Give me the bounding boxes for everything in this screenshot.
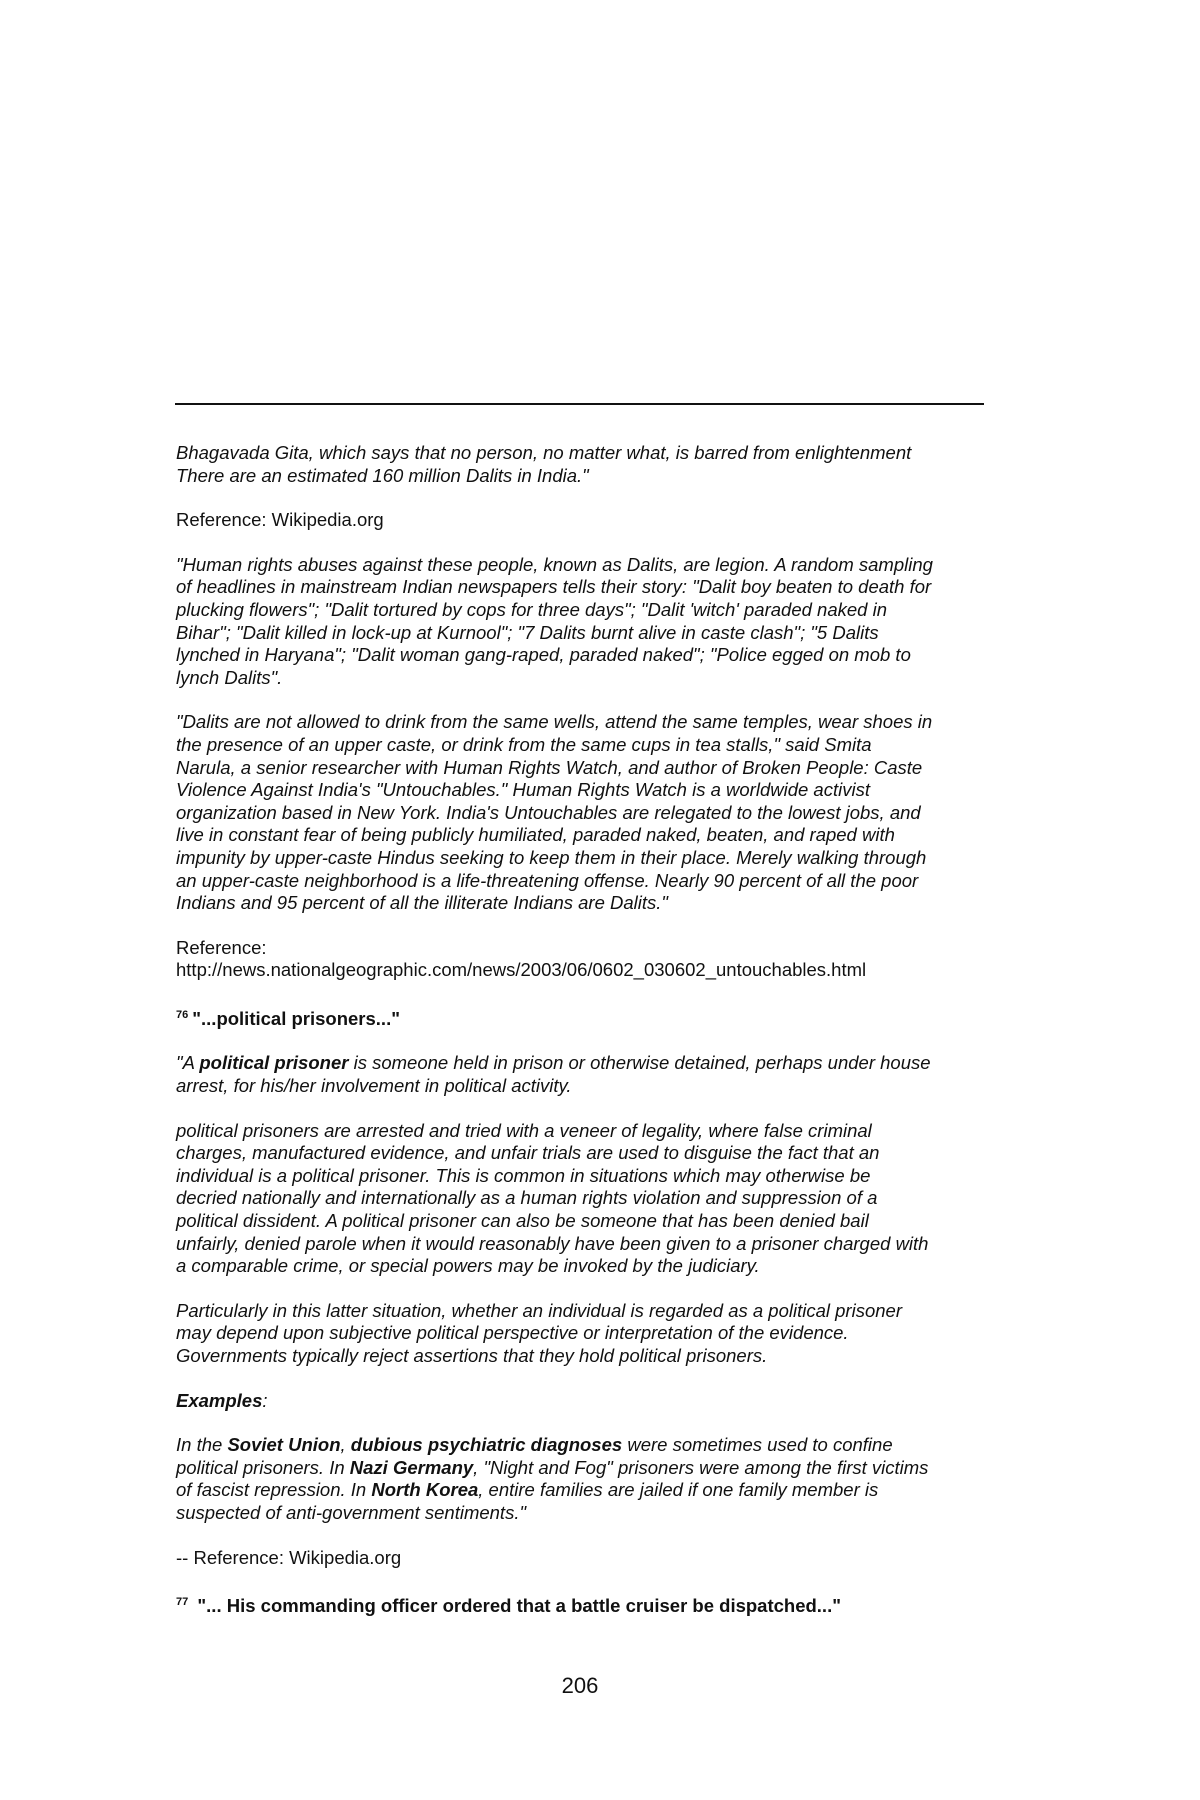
text-line: organization based in New York. India's Untouchables are relegated to the lowest jobs, and (176, 801, 921, 823)
footnote-title: "... His commanding officer ordered that a battle cruiser be dispatched..." (192, 1595, 841, 1617)
reference-label: Reference: (176, 936, 267, 958)
text-line: Governments typically reject assertions that they hold political prisoners. (176, 1345, 768, 1366)
text-line: may depend upon subjective political perspective or interpretation of the evidence. (176, 1322, 849, 1344)
examples-heading: Examples (176, 1389, 263, 1411)
text-line: unfairly, denied parole when it would reasonably have been given to a prisoner charged with (176, 1232, 929, 1254)
paragraph-dalits-not-allowed (176, 711, 988, 914)
text-line: Particularly in this latter situation, whether an individual is regarded as a political prisoner (176, 1299, 902, 1321)
text-run: suspected of anti-government sentiments." (176, 1501, 527, 1523)
text-line: of headlines in mainstream Indian newspapers tells their story: "Dalit boy beaten to death for (176, 576, 932, 598)
paragraph-latter-situation (176, 1300, 988, 1368)
page-number: 206 (561, 1673, 599, 1698)
text-run: is someone held in prison or otherwise detained, perhaps under house (348, 1052, 931, 1074)
term-political-prisoner: political prisoner (199, 1052, 349, 1074)
text-run: "A (176, 1052, 200, 1074)
footnote-title: "...political prisoners..." (192, 1007, 400, 1029)
text-line: Indians and 95 percent of all the illiterate Indians are Dalits." (176, 892, 668, 914)
examples-label (176, 1390, 988, 1413)
text-line: lynch Dalits". (176, 666, 283, 688)
reference-url: http://news.nationalgeographic.com/news/2003/06/0602_030602_untouchables.html (176, 959, 867, 981)
term-soviet-union: Soviet Union (227, 1434, 341, 1456)
footnote-number: 76 (176, 1008, 189, 1021)
term-nazi-germany: Nazi Germany (349, 1456, 474, 1478)
text-line: Bihar"; "Dalit killed in lock-up at Kurnool"; "7 Dalits burnt alive in caste clash"; "5 Dalits (176, 621, 879, 643)
text-run: of fascist repression. In (176, 1479, 372, 1501)
term-north-korea: North Korea (371, 1479, 479, 1501)
term-dubious-psychiatric-diagnoses: dubious psychiatric diagnoses (350, 1434, 623, 1456)
text-run: , entire families are jailed if one family member is (478, 1479, 879, 1501)
reference-wikipedia-2: -- Reference: Wikipedia.org (176, 1546, 402, 1568)
text-line: "Human rights abuses against these people, known as Dalits, are legion. A random sampling (176, 553, 933, 575)
text-line: Narula, a senior researcher with Human Rights Watch, and author of Broken People: Caste (176, 756, 923, 778)
paragraph-examples (176, 1434, 988, 1524)
text-line: political prisoners are arrested and tried with a veneer of legality, where false criminal (176, 1119, 872, 1141)
reference-wikipedia-1: Reference: Wikipedia.org (176, 509, 384, 531)
text-line: live in constant fear of being publicly humiliated, paraded naked, beaten, and raped with (176, 824, 895, 846)
text-run: arrest, for his/her involvement in political activity. (176, 1075, 572, 1097)
text-line: plucking flowers"; "Dalit tortured by cops for three days"; "Dalit 'witch' paraded naked in (176, 598, 887, 620)
footnote-76-heading (176, 1004, 988, 1031)
text-line: There are an estimated 160 million Dalits in India." (176, 464, 589, 486)
text-line: lynched in Haryana"; "Dalit woman gang-raped, paraded naked"; "Police egged on mob to (176, 644, 911, 666)
text-run: were sometimes used to confine (622, 1434, 893, 1456)
text-run: political prisoners. In (176, 1456, 350, 1478)
reference-national-geographic (176, 937, 988, 982)
text-line: decried nationally and internationally as a human rights violation and suppression of a (176, 1187, 878, 1209)
paragraph-veneer-of-legality (176, 1120, 988, 1278)
text-run: , (340, 1434, 351, 1456)
text-line: Bhagavada Gita, which says that no person, no matter what, is barred from enlightenment (176, 442, 912, 463)
paragraph-bhagavada-gita (176, 442, 988, 487)
text-run: In the (176, 1434, 228, 1456)
footnote-number: 77 (176, 1596, 189, 1609)
text-line: an upper-caste neighborhood is a life-threatening offense. Nearly 90 percent of all the poor (176, 869, 919, 891)
paragraph-human-rights-abuses (176, 554, 988, 690)
paragraph-political-prisoner-definition (176, 1052, 988, 1097)
text-line: the presence of an upper caste, or drink from the same cups in tea stalls," said Smita (176, 733, 872, 755)
text-line: individual is a political prisoner. This is common in situations which may otherwise be (176, 1164, 871, 1186)
text-line: a comparable crime, or special powers may be invoked by the judiciary. (176, 1255, 760, 1277)
text-run: : (262, 1389, 268, 1411)
footnote-content (176, 442, 988, 1640)
footnote-77-heading (176, 1591, 988, 1618)
text-line: impunity by upper-caste Hindus seeking to keep them in their place. Merely walking through (176, 846, 927, 868)
footnote-separator-rule (175, 403, 984, 405)
text-run: , "Night and Fog" prisoners were among the first victims (473, 1456, 929, 1478)
text-line: Violence Against India's "Untouchables." Human Rights Watch is a worldwide activist (176, 779, 870, 801)
text-line: "Dalits are not allowed to drink from the same wells, attend the same temples, wear shoes in (176, 711, 933, 733)
text-line: political dissident. A political prisoner can also be someone that has been denied bail (176, 1210, 869, 1232)
text-line: charges, manufactured evidence, and unfair trials are used to disguise the fact that an (176, 1142, 880, 1164)
